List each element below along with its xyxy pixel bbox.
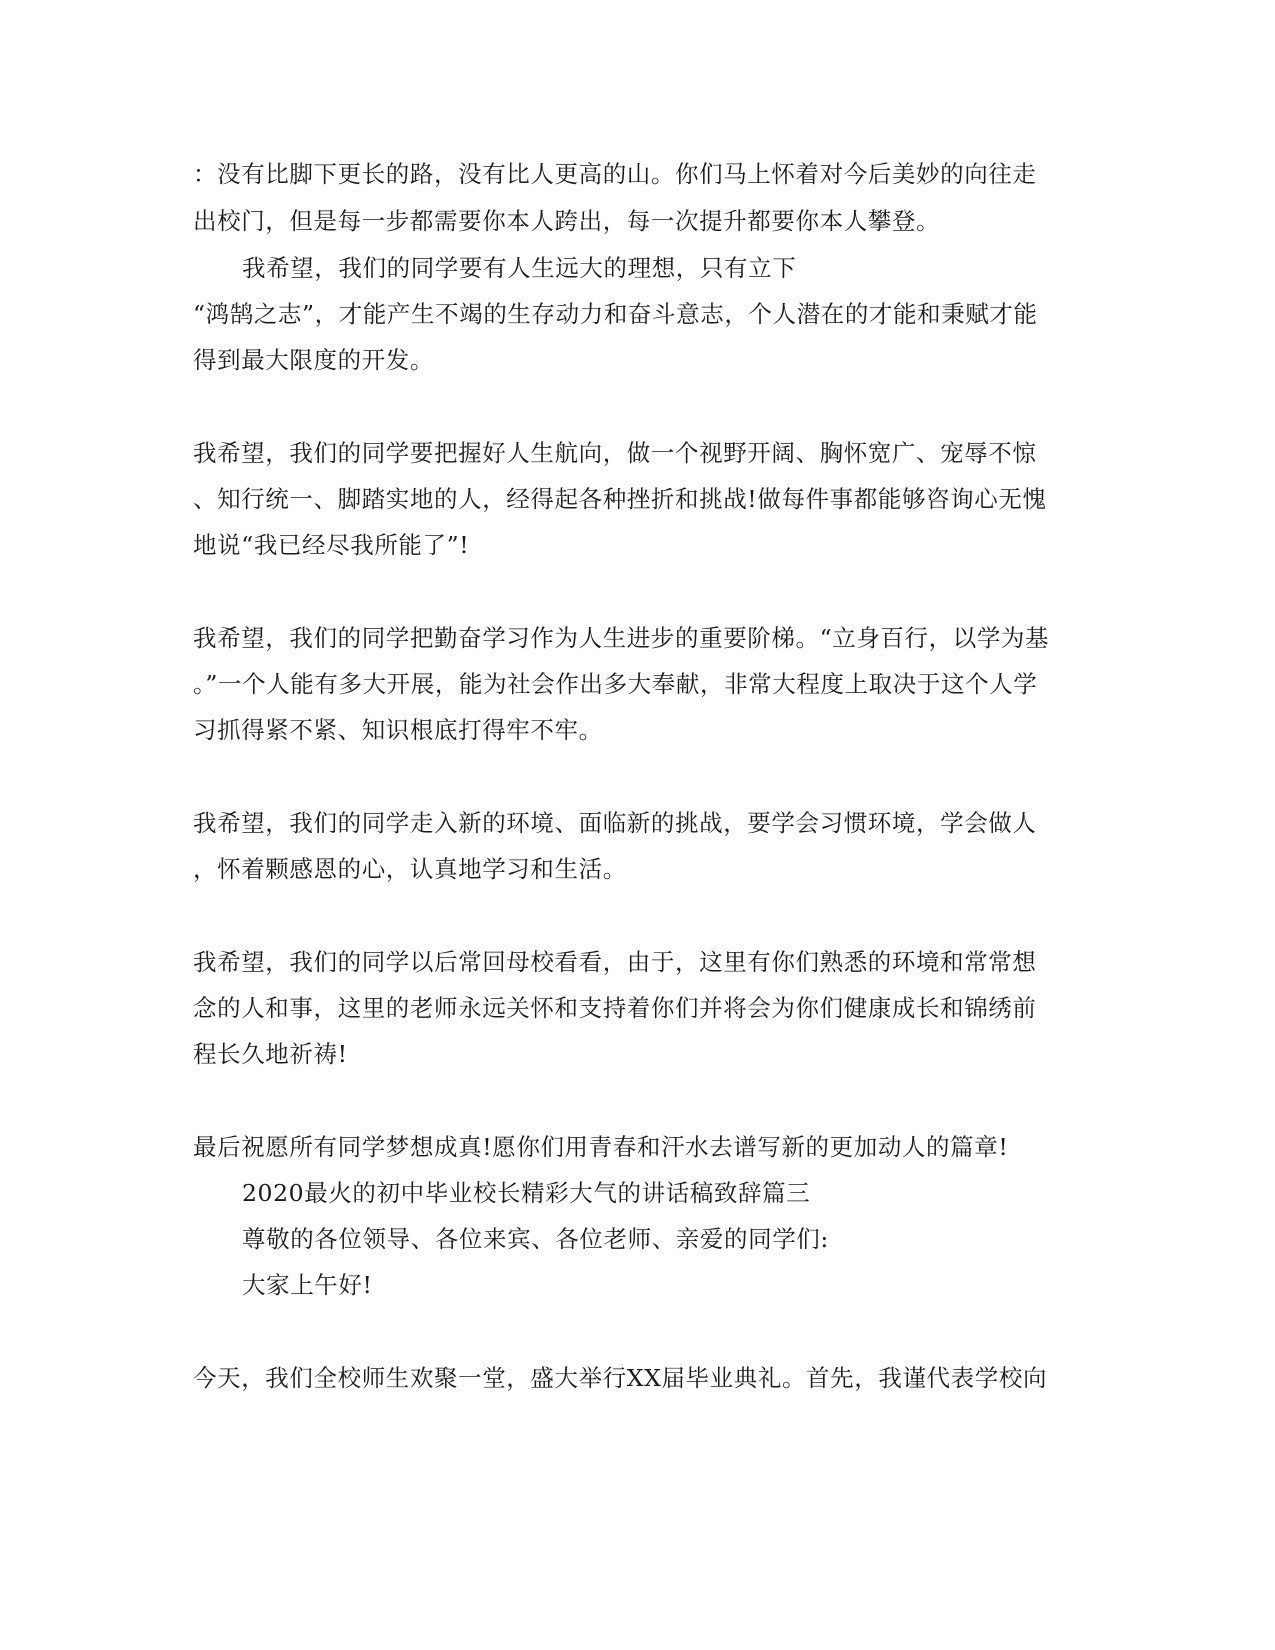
text-line: 。”一个人能有多大开展，能为社会作出多大奉献，非常大程度上取决于这个人学 (193, 670, 1038, 698)
text-line: 今天，我们全校师生欢聚一堂，盛大举行XX届毕业典礼。首先，我谨代表学校向 (193, 1364, 1048, 1392)
text-line: ：没有比脚下更长的路，没有比人更高的山。你们马上怀着对今后美妙的向往走 (193, 160, 1037, 188)
text-line: 出校门，但是每一步都需要你本人跨出，每一次提升都要你本人攀登。 (193, 207, 941, 235)
text-line: 地说“我已经尽我所能了”! (193, 531, 470, 559)
section-heading: 2020最火的初中毕业校长精彩大气的讲话稿致辞篇三 (242, 1179, 811, 1207)
greeting: 大家上午好! (242, 1271, 373, 1299)
text-line: 程长久地祈祷! (193, 1040, 348, 1068)
text-line: 我希望，我们的同学要有人生远大的理想，只有立下 (242, 254, 797, 282)
text-line: 我希望，我们的同学以后常回母校看看，由于，这里有你们熟悉的环境和常常想 (193, 948, 1037, 976)
text-line: 得到最大限度的开发。 (193, 346, 434, 374)
text-line: 我希望，我们的同学走入新的环境、面临新的挑战，要学会习惯环境，学会做人 (193, 809, 1037, 837)
text-line: 、知行统一、脚踏实地的人，经得起各种挫折和挑战!做每件事都能够咨询心无愧 (193, 485, 1047, 513)
salutation: 尊敬的各位领导、各位来宾、各位老师、亲爱的同学们: (242, 1225, 829, 1253)
text-line: 最后祝愿所有同学梦想成真!愿你们用青春和汗水去谱写新的更加动人的篇章! (193, 1133, 1009, 1161)
text-line: ，怀着颗感恩的心，认真地学习和生活。 (193, 855, 627, 883)
text-line: 念的人和事，这里的老师永远关怀和支持着你们并将会为你们健康成长和锦绣前 (193, 994, 1037, 1022)
text-line: 我希望，我们的同学要把握好人生航向，做一个视野开阔、胸怀宽广、宠辱不惊 (193, 439, 1037, 467)
text-line: “鸿鹄之志”，才能产生不竭的生存动力和奋斗意志，个人潜在的才能和秉赋才能 (193, 300, 1038, 328)
text-line: 我希望，我们的同学把勤奋学习作为人生进步的重要阶梯。“立身百行，以学为基 (193, 624, 1050, 652)
text-line: 习抓得紧不紧、知识根底打得牢不牢。 (193, 716, 603, 744)
